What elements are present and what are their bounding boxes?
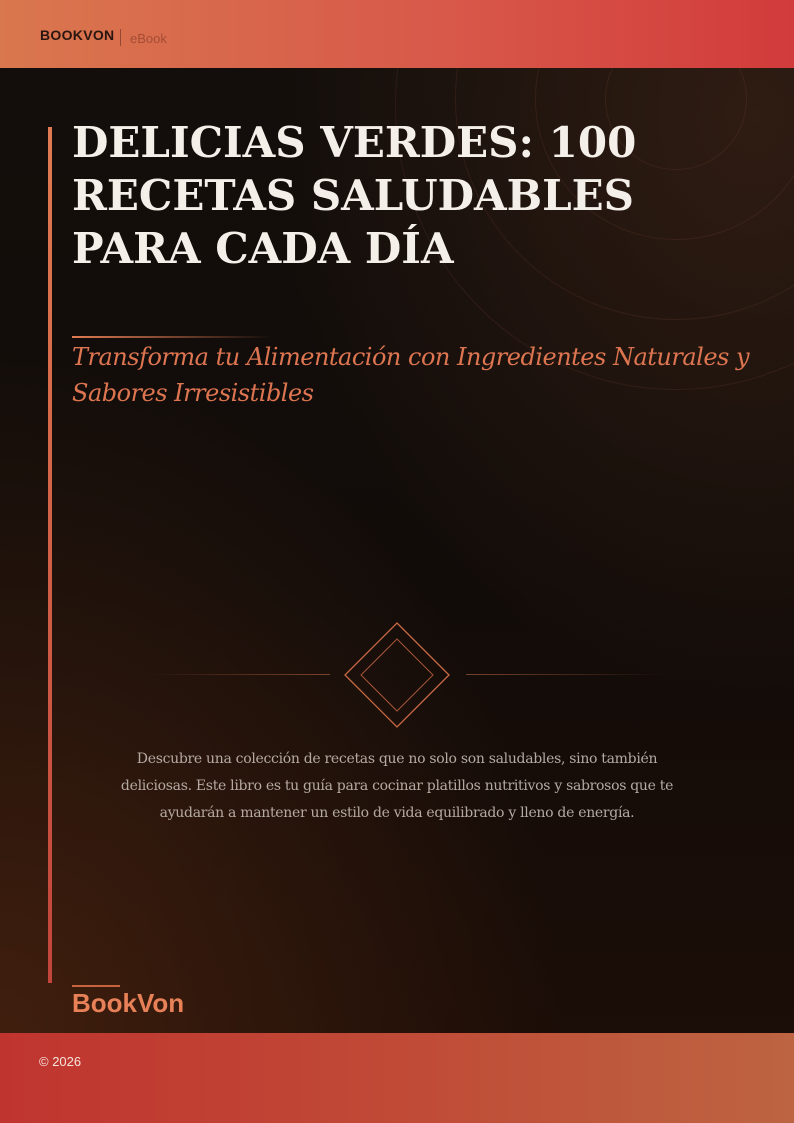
accent-bar xyxy=(48,127,52,983)
header-label: eBook xyxy=(130,31,167,46)
book-description: Descubre una colección de recetas que no solo son saludables, sino también deliciosas. Este libro es tu guía para cocinar platillos nutritivos y sabrosos que te ayudarán a mantener un estilo de vida equilibrado y lleno de energía. xyxy=(120,751,674,821)
ornament-line-left xyxy=(150,674,330,675)
header-brand: BOOKVON xyxy=(40,27,115,43)
header-bar xyxy=(0,0,794,68)
ornament-line-right xyxy=(466,674,666,675)
book-subtitle: Transforma tu Alimentación con Ingredientes Naturales y Sabores Irresistibles xyxy=(72,343,750,407)
book-title: DELICIAS VERDES: 100 RECETAS SALUDABLES PARA CADA DÍA xyxy=(72,118,637,273)
title-divider xyxy=(72,336,272,338)
footer-bar xyxy=(0,1033,794,1123)
copyright-text: © 2026 xyxy=(39,1054,82,1069)
publisher-name: BookVon xyxy=(72,988,185,1018)
header-divider xyxy=(120,29,121,46)
cover xyxy=(0,68,794,1033)
diamond-ornament-icon xyxy=(342,620,452,730)
